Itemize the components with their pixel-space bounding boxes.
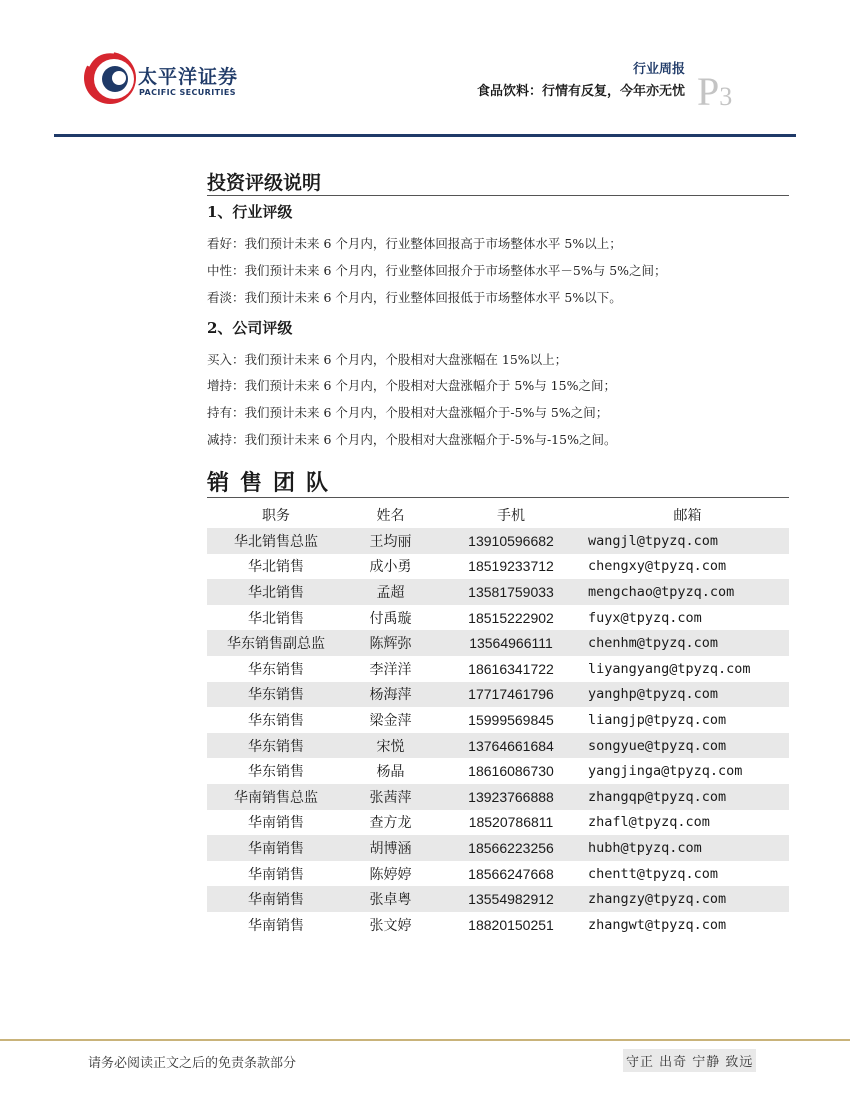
table-row — [207, 733, 789, 759]
column-header-phone: 手机 — [497, 507, 525, 524]
sales-title-cell: 华东销售副总监 — [207, 630, 345, 656]
sales-name-cell: 张茜萍 — [345, 784, 436, 810]
sales-email-cell: chenhm@tpyzq.com — [586, 630, 789, 656]
sales-phone-cell: 13764661684 — [436, 733, 586, 759]
industry-rating-line: 看淡：我们预计未来 6 个月内，行业整体回报低于市场整体水平 5%以下。 — [207, 290, 622, 305]
table-row — [207, 707, 789, 733]
footer-disclaimer: 请务必阅读正文之后的免责条款部分 — [88, 1056, 297, 1071]
sales-email-cell: mengchao@tpyzq.com — [586, 579, 789, 605]
sales-phone-cell: 13554982912 — [436, 886, 586, 912]
sales-name-cell: 王均丽 — [345, 528, 436, 554]
industry-rating-heading: 1、行业评级 — [207, 203, 293, 221]
table-row — [207, 630, 789, 656]
sales-phone-cell: 13564966111 — [436, 630, 586, 656]
sales-name-cell: 陈婷婷 — [369, 866, 412, 883]
sales-team-title: 销售团队 — [207, 470, 340, 496]
sales-name-cell: 杨海萍 — [345, 682, 436, 708]
table-row — [207, 579, 789, 605]
sales-phone-cell: 18519233712 — [468, 558, 554, 575]
header-divider — [54, 134, 796, 137]
sales-title-cell: 华南销售 — [207, 835, 345, 861]
company-rating-line: 买入：我们预计未来 6 个月内，个股相对大盘涨幅在 15%以上； — [207, 352, 568, 367]
page-letter: P — [697, 69, 720, 114]
sales-phone-cell: 18566223256 — [436, 835, 586, 861]
sales-name-cell: 张文婷 — [369, 917, 412, 934]
table-row — [207, 528, 789, 554]
sales-email-cell: hubh@tpyzq.com — [586, 835, 789, 861]
company-rating-heading: 2、公司评级 — [207, 319, 293, 337]
sales-title-cell: 华南销售 — [207, 886, 345, 912]
sales-name-cell: 梁金萍 — [369, 712, 412, 729]
sales-email-cell: zhafl@tpyzq.com — [588, 814, 710, 831]
sales-team-table — [207, 501, 789, 938]
sales-name-cell: 胡博涵 — [345, 835, 436, 861]
sales-email-cell: zhangwt@tpyzq.com — [588, 916, 727, 933]
table-row — [207, 810, 789, 836]
sales-phone-cell: 13923766888 — [436, 784, 586, 810]
rating-section-divider — [207, 195, 789, 196]
footer-motto: 守正 出奇 宁静 致远 — [623, 1049, 756, 1072]
sales-title-cell: 华东销售 — [207, 682, 345, 708]
sales-phone-cell: 13910596682 — [436, 528, 586, 554]
table-row — [207, 554, 789, 580]
table-row — [207, 605, 789, 631]
table-row — [207, 886, 789, 912]
sales-title-cell: 华东销售 — [248, 764, 304, 781]
sales-title-cell: 华南销售 — [248, 815, 304, 832]
sales-email-cell: songyue@tpyzq.com — [586, 733, 789, 759]
page-number — [697, 69, 733, 117]
sales-title-cell: 华南销售总监 — [207, 784, 345, 810]
table-row — [207, 758, 789, 784]
table-row — [207, 861, 789, 887]
sales-phone-cell: 18820150251 — [468, 916, 554, 933]
sales-title-cell: 华北销售 — [248, 559, 304, 576]
sales-name-cell: 孟超 — [345, 579, 436, 605]
sales-phone-cell: 18616086730 — [468, 763, 554, 780]
sales-title-cell: 华北销售 — [207, 579, 345, 605]
sales-phone-cell: 15999569845 — [468, 711, 554, 728]
sales-email-cell: zhangqp@tpyzq.com — [586, 784, 789, 810]
sales-name-cell: 陈辉弥 — [345, 630, 436, 656]
company-rating-line: 增持：我们预计未来 6 个月内，个股相对大盘涨幅介于 5%与 15%之间； — [207, 378, 616, 393]
table-row — [207, 784, 789, 810]
sales-email-cell: yangjinga@tpyzq.com — [588, 763, 743, 780]
company-rating-line: 减持：我们预计未来 6 个月内，个股相对大盘涨幅介于-5%与-15%之间。 — [207, 432, 617, 447]
sales-email-cell: fuyx@tpyzq.com — [588, 609, 702, 626]
industry-rating-line: 中性：我们预计未来 6 个月内，行业整体回报介于市场整体水平－5%与 5%之间； — [207, 263, 667, 278]
industry-rating-line: 看好：我们预计未来 6 个月内，行业整体回报高于市场整体水平 5%以上； — [207, 236, 622, 251]
sales-phone-cell: 18520786811 — [468, 814, 554, 831]
sales-name-cell: 宋悦 — [345, 733, 436, 759]
sales-name-cell: 成小勇 — [369, 559, 412, 576]
sales-phone-cell: 13581759033 — [436, 579, 586, 605]
sales-name-cell: 李洋洋 — [369, 661, 412, 678]
sales-title-cell: 华北销售 — [248, 610, 304, 627]
table-row — [207, 912, 789, 938]
sales-title-cell: 华南销售 — [248, 917, 304, 934]
report-type: 行业周报 — [632, 62, 685, 77]
sales-team-divider — [207, 497, 789, 498]
sales-email-cell: liangjp@tpyzq.com — [588, 711, 727, 728]
footer-divider — [0, 1039, 850, 1041]
table-row — [207, 835, 789, 861]
sales-name-cell: 张卓粤 — [345, 886, 436, 912]
logo-text-en: PACIFIC SECURITIES — [139, 88, 236, 97]
sales-email-cell: zhangzy@tpyzq.com — [586, 886, 789, 912]
sales-phone-cell: 17717461796 — [436, 682, 586, 708]
sales-title-cell: 华东销售 — [207, 733, 345, 759]
sales-email-cell: yanghp@tpyzq.com — [586, 682, 789, 708]
sales-name-cell: 杨晶 — [376, 764, 405, 781]
sales-email-cell: wangjl@tpyzq.com — [586, 528, 789, 554]
report-title: 食品饮料：行情有反复，今年亦无忧 — [476, 84, 685, 99]
sales-email-cell: liyangyang@tpyzq.com — [588, 660, 751, 677]
sales-title-cell: 华北销售总监 — [207, 528, 345, 554]
sales-title-cell: 华东销售 — [248, 712, 304, 729]
logo-text-cn: 太平洋证券 — [138, 66, 239, 88]
sales-phone-cell: 18515222902 — [468, 609, 554, 626]
table-header-row — [207, 501, 789, 528]
page-digit: 3 — [719, 82, 733, 111]
sales-name-cell: 查方龙 — [369, 815, 412, 832]
sales-email-cell: chengxy@tpyzq.com — [588, 558, 727, 575]
sales-name-cell: 付禹璇 — [369, 610, 412, 627]
sales-title-cell: 华南销售 — [248, 866, 304, 883]
rating-section-title: 投资评级说明 — [207, 172, 322, 194]
sales-phone-cell: 18616341722 — [468, 660, 554, 677]
company-rating-line: 持有：我们预计未来 6 个月内，个股相对大盘涨幅介于-5%与 5%之间； — [207, 405, 609, 420]
table-row — [207, 656, 789, 682]
sales-title-cell: 华东销售 — [248, 661, 304, 678]
sales-phone-cell: 18566247668 — [468, 865, 554, 882]
column-header-name: 姓名 — [376, 507, 405, 524]
column-header-email: 邮箱 — [673, 507, 702, 524]
column-header-title: 职务 — [262, 507, 290, 524]
table-row — [207, 682, 789, 708]
sales-email-cell: chentt@tpyzq.com — [588, 865, 719, 882]
